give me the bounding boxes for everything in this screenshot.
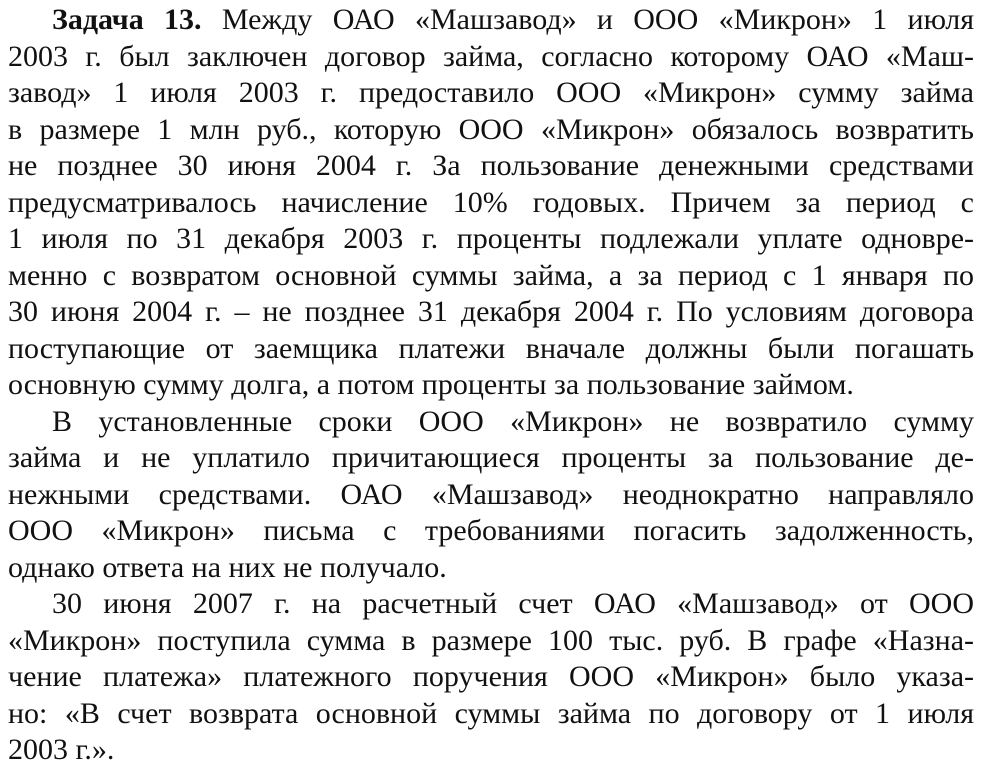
paragraph-2-line-3: нежными средствами. ОАО «Машзавод» неоднократно направляло (8, 477, 974, 511)
paragraph-1-line-7: 1 июля по 31 декабря 2003 г. проценты подлежали уплате одновре- (8, 222, 974, 255)
paragraph-1-line-4: в размере 1 млн руб., которую ООО «Микрон» обязалось возвратить (8, 112, 974, 146)
paragraph-1-line-10: поступающие от заемщика платежи вначале должны были погашать (8, 331, 974, 365)
paragraph-2-line-5: однако ответа на них не получало. (8, 550, 447, 584)
paragraph-1-line-2: 2003 г. был заключен договор займа, согласно которому ОАО «Маш- (8, 39, 974, 73)
paragraph-2-line-2: займа и не уплатило причитающиеся проценты за пользование де- (8, 441, 974, 474)
paragraph-1-line-8: менно с возвратом основной суммы займа, а за период с 1 января по (8, 258, 974, 292)
paragraph-3-line-4: но: «В счет возврата основной суммы займа по договору от 1 июля (8, 696, 974, 730)
line-text: Между ОАО «Машзавод» и ООО «Микрон» 1 июля (221, 3, 974, 36)
paragraph-3-line-5: 2003 г.». (8, 733, 115, 766)
paragraph-1-line-6: предусматривалось начисление 10% годовых. Причем за период с (8, 185, 974, 219)
paragraph-1-line-9: 30 июня 2004 г. – не позднее 31 декабря 2004 г. По условиям договора (8, 295, 974, 328)
paragraph-1-line-5: не позднее 30 июня 2004 г. За пользование денежными средствами (8, 149, 974, 182)
paragraph-3-line-3: чение платежа» платежного поручения ООО «Микрон» было указа- (8, 660, 974, 693)
paragraph-2-line-1: В установленные сроки ООО «Микрон» не возвратило сумму (52, 404, 974, 438)
paragraph-1-line-1 (8, 2, 974, 39)
paragraph-1-line-11: основную сумму долга, а потом проценты за пользование займом. (8, 368, 854, 401)
paragraph-3-line-2: «Микрон» поступила сумма в размере 100 тыс. руб. В графе «Назна- (8, 623, 974, 657)
task-label: Задача 13. (52, 3, 202, 36)
paragraph-3-line-1: 30 июня 2007 г. на расчетный счет ОАО «Машзавод» от ООО (52, 587, 974, 620)
paragraph-2-line-4: ООО «Микрон» письма с требованиями погасить задолженность, (8, 514, 974, 547)
paragraph-1-line-3: завод» 1 июля 2003 г. предоставило ООО «Микрон» сумму займа (8, 76, 974, 109)
